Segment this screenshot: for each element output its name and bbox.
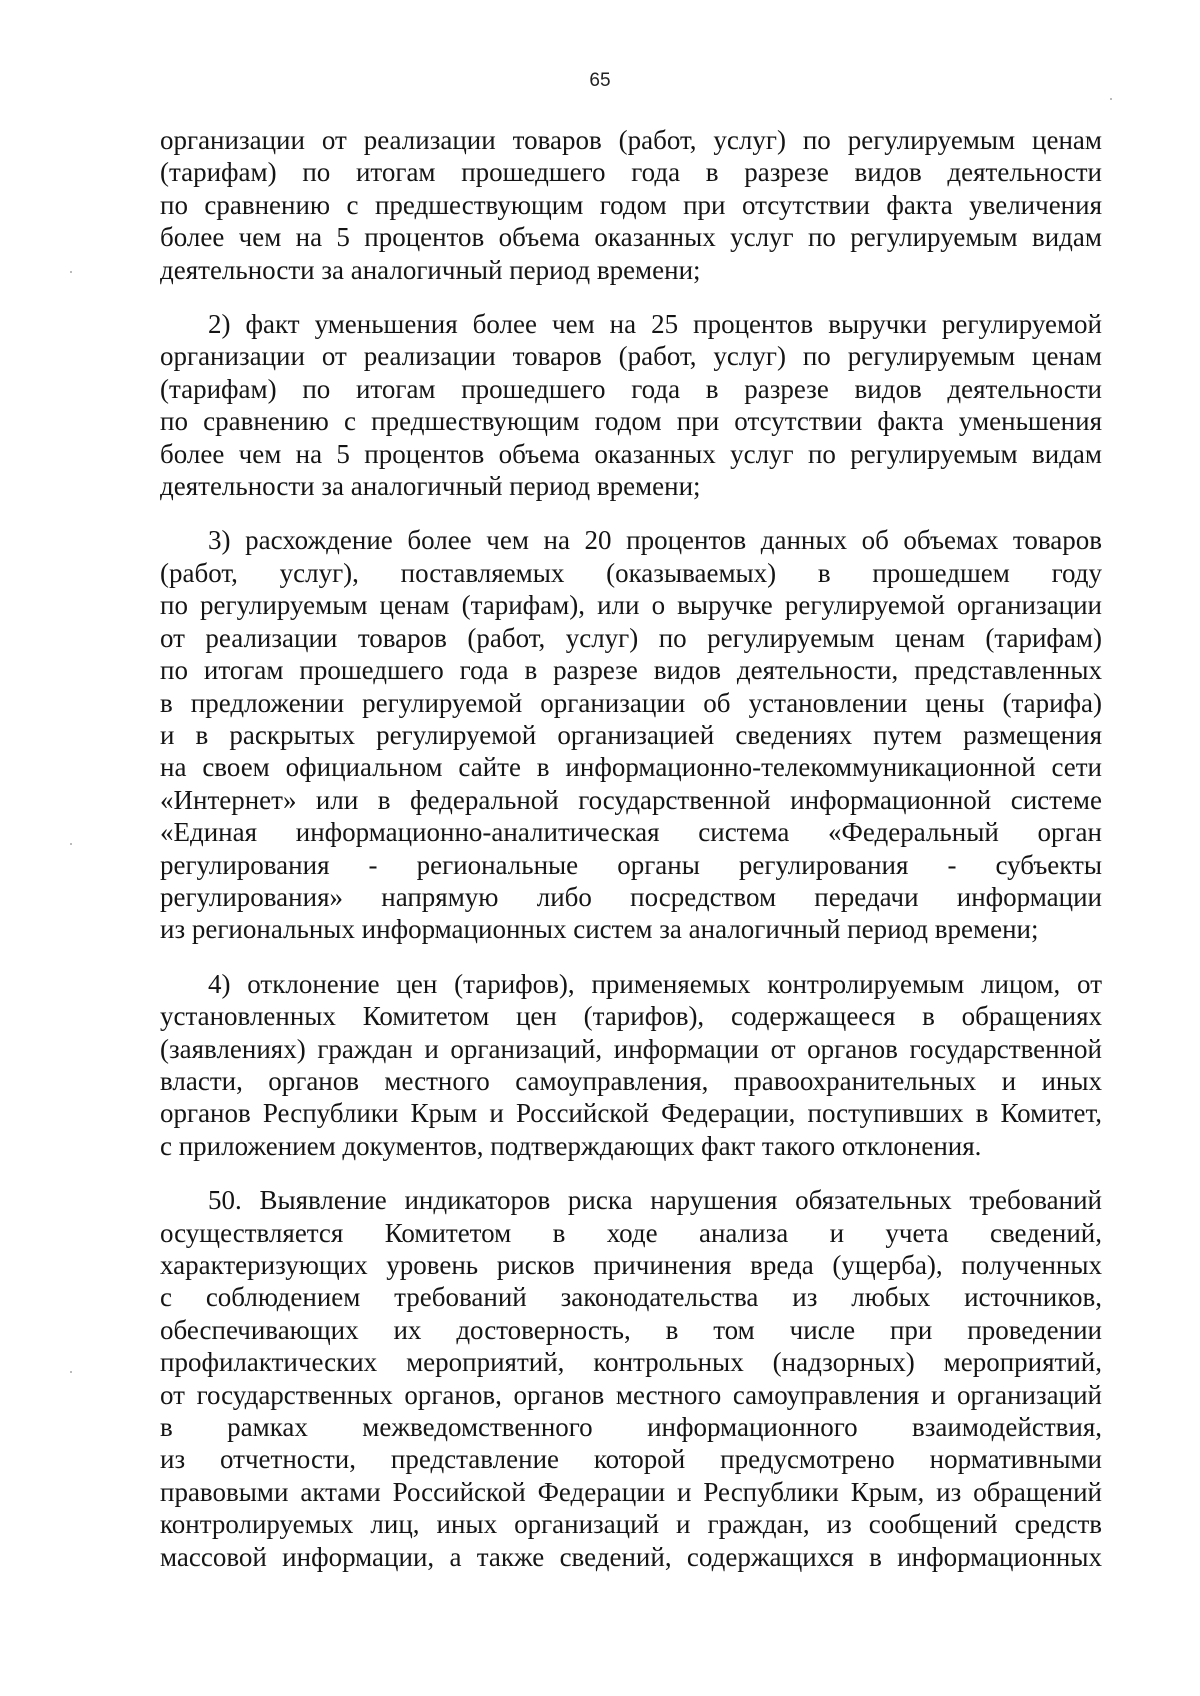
page-number: 65 bbox=[589, 70, 611, 91]
paragraph bbox=[160, 524, 1102, 945]
scan-speck bbox=[70, 843, 72, 845]
text-line: деятельности за аналогичный период времени; bbox=[160, 471, 701, 502]
text-line: по итогам прошедшего года в разрезе видов деятельности, представленных bbox=[160, 655, 1102, 686]
text-line: (тарифам) по итогам прошедшего года в разрезе видов деятельности bbox=[160, 373, 1102, 404]
text-line: обеспечивающих их достоверность, в том числе при проведении bbox=[160, 1314, 1102, 1345]
scan-speck bbox=[70, 1371, 72, 1373]
text-line: контролируемых лиц, иных организаций и граждан, из сообщений средств bbox=[160, 1509, 1102, 1540]
text-line: и в раскрытых регулируемой организацией сведениях путем размещения bbox=[160, 719, 1102, 750]
text-line: организации от реализации товаров (работ, услуг) по регулируемым ценам bbox=[160, 341, 1102, 372]
text-line: (работ, услуг), поставляемых (оказываемых) в прошедшем году bbox=[160, 557, 1102, 588]
text-line: по сравнению с предшествующим годом при отсутствии факта уменьшения bbox=[160, 406, 1102, 437]
text-line: 3) расхождение более чем на 20 процентов данных об объемах товаров bbox=[208, 525, 1102, 556]
text-line: установленных Комитетом цен (тарифов), содержащееся в обращениях bbox=[160, 1001, 1102, 1032]
text-line: 2) факт уменьшения более чем на 25 процентов выручки регулируемой bbox=[208, 309, 1102, 340]
paragraph bbox=[160, 1184, 1102, 1573]
text-line: 50. Выявление индикаторов риска нарушения обязательных требований bbox=[208, 1185, 1102, 1216]
text-line: в предложении регулируемой организации об установлении цены (тарифа) bbox=[160, 687, 1102, 718]
text-line: на своем официальном сайте в информационно-телекоммуникационной сети bbox=[160, 752, 1102, 783]
paragraph bbox=[160, 124, 1102, 286]
text-line: регулирования - региональные органы регулирования - субъекты bbox=[160, 849, 1102, 880]
text-line: осуществляется Комитетом в ходе анализа и учета сведений, bbox=[160, 1217, 1102, 1248]
text-line: (тарифам) по итогам прошедшего года в разрезе видов деятельности bbox=[160, 157, 1102, 188]
text-line: правовыми актами Российской Федерации и Республики Крым, из обращений bbox=[160, 1476, 1102, 1507]
text-line: органов Республики Крым и Российской Федерации, поступивших в Комитет, bbox=[160, 1098, 1102, 1129]
text-line: из отчетности, представление которой предусмотрено нормативными bbox=[160, 1444, 1102, 1475]
text-line: по регулируемым ценам (тарифам), или о выручке регулируемой организации bbox=[160, 590, 1102, 621]
text-line: власти, органов местного самоуправления, правоохранительных и иных bbox=[160, 1065, 1102, 1096]
text-line: в рамках межведомственного информационного взаимодействия, bbox=[160, 1412, 1102, 1443]
text-line: массовой информации, а также сведений, содержащихся в информационных bbox=[160, 1541, 1102, 1572]
text-line: характеризующих уровень рисков причинения вреда (ущерба), полученных bbox=[160, 1250, 1102, 1280]
text-line: более чем на 5 процентов объема оказанных услуг по регулируемым видам bbox=[160, 222, 1102, 253]
text-line: по сравнению с предшествующим годом при отсутствии факта увеличения bbox=[160, 189, 1102, 220]
text-line: из региональных информационных систем за аналогичный период времени; bbox=[160, 914, 1039, 945]
text-line: более чем на 5 процентов объема оказанных услуг по регулируемым видам bbox=[160, 438, 1102, 469]
text-line: с приложением документов, подтверждающих факт такого отклонения. bbox=[160, 1130, 982, 1161]
text-line: «Интернет» или в федеральной государственной информационной системе bbox=[160, 784, 1102, 815]
text-line: «Единая информационно-аналитическая система «Федеральный орган bbox=[160, 817, 1102, 848]
text-line: 4) отклонение цен (тарифов), применяемых контролируемым лицом, от bbox=[208, 968, 1102, 999]
text-line: с соблюдением требований законодательства из любых источников, bbox=[160, 1282, 1102, 1313]
scan-speck bbox=[1110, 98, 1112, 100]
paragraph bbox=[160, 308, 1102, 502]
document-body bbox=[160, 124, 1102, 1573]
paragraph bbox=[160, 968, 1102, 1162]
scan-speck bbox=[70, 271, 72, 273]
text-line: от реализации товаров (работ, услуг) по регулируемым ценам (тарифам) bbox=[160, 622, 1102, 653]
text-line: профилактических мероприятий, контрольных (надзорных) мероприятий, bbox=[160, 1347, 1102, 1378]
text-line: от государственных органов, органов местного самоуправления и организаций bbox=[160, 1379, 1102, 1410]
text-line: деятельности за аналогичный период времени; bbox=[160, 254, 701, 285]
text-line: (заявлениях) граждан и организаций, информации от органов государственной bbox=[160, 1033, 1102, 1064]
text-line: регулирования» напрямую либо посредством передачи информации bbox=[160, 881, 1102, 912]
text-line: организации от реализации товаров (работ, услуг) по регулируемым ценам bbox=[160, 125, 1102, 155]
